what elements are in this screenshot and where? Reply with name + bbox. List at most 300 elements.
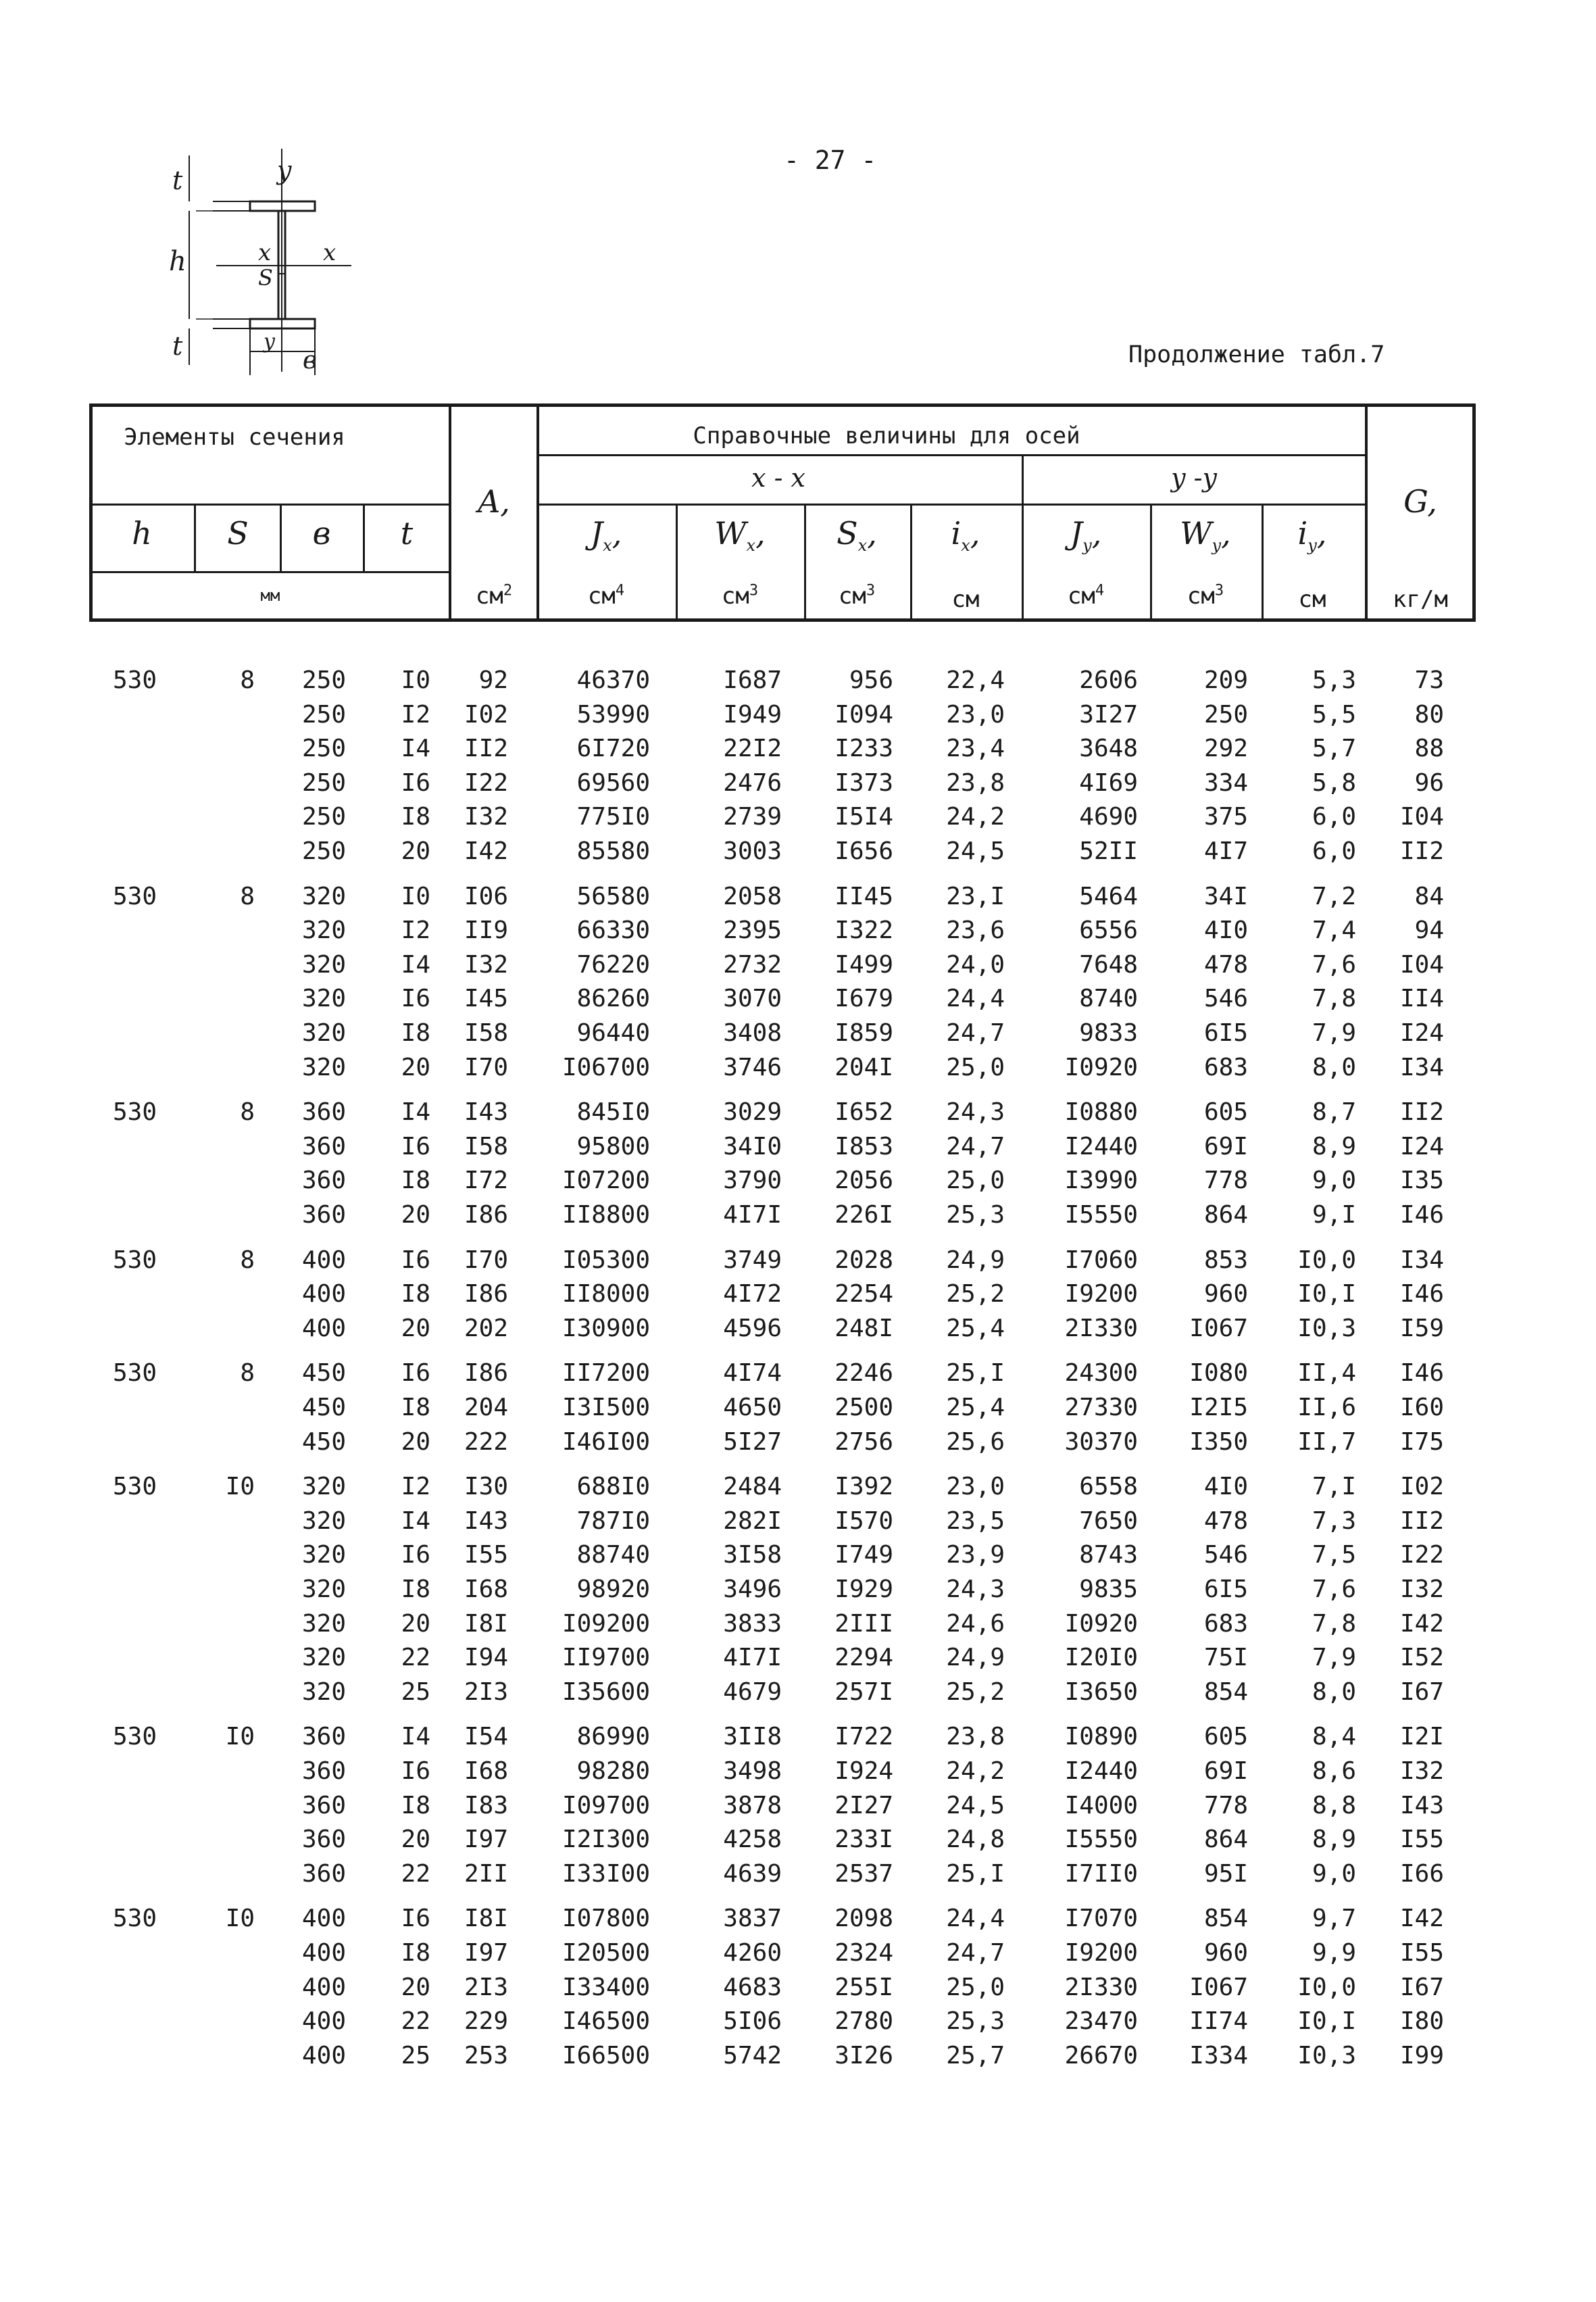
cell-wy: 605 [1203,1723,1248,1751]
cell-iy: 7,9 [1312,1644,1356,1672]
cell-iy: 7,5 [1312,1541,1356,1569]
cell-wx: 3029 [723,1098,782,1127]
cell-wx: 4683 [723,1973,782,2001]
cell-wx: I949 [723,700,782,729]
cell-wy: 6I5 [1203,1019,1248,1047]
cell-t: I8 [401,1167,430,1195]
cell-t: I6 [401,768,430,797]
cell-ix: 25,0 [946,1973,1005,2001]
diagram-label-b: в [303,347,317,374]
cell-iy: 9,7 [1312,1905,1356,1933]
cell-wx: 5I27 [723,1427,782,1456]
table-row [89,1823,1476,1857]
cell-jx: I09200 [562,1609,650,1638]
cell-jx: I30900 [562,1314,650,1342]
cell-area: 92 [478,666,508,694]
cell-sx: I499 [834,950,893,979]
i-beam-section-diagram [149,142,378,399]
cell-iy: 7,9 [1312,1019,1356,1047]
table-row [89,664,1476,697]
cell-ix: 23,0 [946,1473,1005,1501]
cell-area: I70 [464,1053,508,1081]
header-ix-unit: см [951,586,980,613]
cell-sx: 2294 [834,1644,893,1672]
cell-ix: 25,3 [946,2007,1005,2036]
cell-b: 250 [301,803,346,831]
cell-jx: I05300 [562,1246,650,1274]
cell-mass: I46 [1399,1280,1444,1308]
cell-iy: 8,0 [1312,1677,1356,1706]
cell-b: 360 [301,1201,346,1229]
cell-iy: 5,7 [1312,735,1356,763]
cell-jy: I7070 [1064,1905,1138,1933]
cell-wx: 3II8 [723,1723,782,1751]
cell-t: I6 [401,985,430,1013]
cell-iy: II,6 [1297,1394,1356,1421]
cell-area: I32 [464,803,508,831]
cell-mass: 94 [1414,916,1444,945]
cell-wy: I080 [1189,1359,1248,1388]
cell-wy: I067 [1189,1973,1248,2001]
cell-s: 8 [240,1098,255,1127]
cell-wx: 34I0 [723,1132,782,1160]
cell-area: I45 [464,985,508,1013]
cell-b: 320 [301,882,346,910]
cell-t: I8 [401,1280,430,1308]
cell-wy: 854 [1203,1677,1248,1706]
cell-b: 400 [301,1973,346,2001]
cell-jy: I3650 [1064,1677,1138,1706]
cell-t: I0 [401,882,430,910]
cell-wx: 2395 [723,916,782,945]
cell-t: 22 [401,1859,430,1888]
cell-ix: 24,6 [946,1609,1005,1638]
cell-ix: 24,2 [946,803,1005,831]
cell-t: 20 [401,1053,430,1081]
cell-wx: 282I [723,1507,782,1535]
cell-jx: 86990 [576,1723,650,1751]
table-row [89,1902,1476,1936]
cell-b: 400 [301,1939,346,1967]
cell-wy: 546 [1203,1541,1248,1569]
cell-b: 320 [301,1644,346,1672]
cell-jy: I0920 [1064,1053,1138,1081]
cell-jx: 845I0 [576,1098,650,1127]
cell-ix: 24,2 [946,1757,1005,1785]
cell-iy: I0,I [1297,2007,1356,2036]
cell-jx: 76220 [576,950,650,979]
cell-b: 250 [301,837,346,865]
cell-wy: 292 [1203,735,1248,763]
cell-iy: 8,4 [1312,1723,1356,1751]
cell-jx: I07800 [562,1905,650,1933]
cell-ix: 24,9 [946,1246,1005,1274]
cell-wy: 960 [1203,1939,1248,1967]
cell-area: 253 [464,2041,508,2070]
cell-area: I8I [464,1905,508,1933]
cell-b: 320 [301,1575,346,1603]
cell-t: I6 [401,1541,430,1569]
cell-ix: 24,5 [946,1791,1005,1819]
cell-area: I70 [464,1246,508,1274]
cell-sx: I924 [834,1757,893,1785]
cell-sx: I656 [834,837,893,865]
cell-t: 20 [401,1201,430,1229]
cell-mass: I2I [1399,1723,1444,1751]
cell-sx: II45 [834,882,893,910]
table-row [89,1641,1476,1675]
cell-jx: 56580 [576,882,650,910]
cell-iy: II,7 [1297,1427,1356,1456]
cell-sx: I722 [834,1723,893,1751]
cell-jy: 8740 [1079,985,1138,1013]
cell-h: 530 [112,882,157,910]
cell-t: I8 [401,1939,430,1967]
cell-wx: 3003 [723,837,782,865]
cell-mass: I34 [1399,1053,1444,1081]
page-number: - 27 - [784,145,877,175]
cell-t: I8 [401,1394,430,1421]
table-row [89,1277,1476,1311]
cell-ix: 23,8 [946,768,1005,797]
cell-jx: I35600 [562,1677,650,1706]
cell-b: 360 [301,1132,346,1160]
header-unit-mm: мм [260,586,280,605]
cell-ix: 25,2 [946,1280,1005,1308]
cell-area: 229 [464,2007,508,2036]
cell-b: 360 [301,1167,346,1195]
cell-h: 530 [112,1473,157,1501]
cell-jx: 787I0 [576,1507,650,1535]
cell-iy: 8,6 [1312,1757,1356,1785]
cell-jx: I46500 [562,2007,650,2036]
cell-jx: I33400 [562,1973,650,2001]
cell-iy: 9,0 [1312,1167,1356,1195]
cell-jx: 96440 [576,1019,650,1047]
cell-wy: 4I7 [1203,837,1248,865]
cell-iy: 8,8 [1312,1791,1356,1819]
cell-area: 204 [464,1394,508,1421]
cell-area: 202 [464,1314,508,1342]
table-row [89,835,1476,868]
cell-wx: 3746 [723,1053,782,1081]
cell-sx: 204I [834,1053,893,1081]
cell-ix: 24,8 [946,1826,1005,1854]
cell-jy: 26670 [1064,2041,1138,2070]
table-row [89,1538,1476,1572]
cell-mass: 96 [1414,768,1444,797]
cell-sx: 2780 [834,2007,893,2036]
cell-wx: 4679 [723,1677,782,1706]
cell-jy: 27330 [1064,1394,1138,1421]
cell-mass: 84 [1414,882,1444,910]
cell-ix: 24,7 [946,1939,1005,1967]
cell-jx: I3I500 [562,1394,650,1421]
table-row [89,1051,1476,1085]
cell-area: II9 [464,916,508,945]
cell-iy: 9,I [1312,1201,1356,1229]
cell-area: I43 [464,1098,508,1127]
cell-t: I4 [401,1723,430,1751]
header-area-unit: $см^2$ [475,582,513,610]
cell-sx: 2III [834,1609,893,1638]
cell-wy: 4I0 [1203,916,1248,945]
cell-wy: I067 [1189,1314,1248,1342]
cell-iy: 7,4 [1312,916,1356,945]
cell-iy: 6,0 [1312,837,1356,865]
cell-s: 8 [240,882,255,910]
cell-wx: 3408 [723,1019,782,1047]
cell-ix: 24,3 [946,1098,1005,1127]
cell-jx: 53990 [576,700,650,729]
cell-wx: 4I72 [723,1280,782,1308]
cell-t: I6 [401,1359,430,1388]
cell-wx: 22I2 [723,735,782,763]
cell-area: I06 [464,882,508,910]
cell-mass: II2 [1399,1098,1444,1127]
header-section-elements: Элементы сечения [124,424,345,451]
cell-ix: 24,7 [946,1132,1005,1160]
cell-ix: 24,4 [946,985,1005,1013]
cell-mass: I80 [1399,2007,1444,2036]
cell-iy: I0,3 [1297,1314,1356,1342]
table-row [89,2005,1476,2038]
cell-ix: 23,6 [946,916,1005,945]
cell-sx: 2254 [834,1280,893,1308]
header-t: t [400,515,414,552]
cell-t: I4 [401,1098,430,1127]
cell-jx: 95800 [576,1132,650,1160]
cell-s: 8 [240,1359,255,1388]
cell-t: I2 [401,1473,430,1501]
cell-b: 320 [301,1473,346,1501]
cell-wx: 3I58 [723,1541,782,1569]
cell-t: 20 [401,1427,430,1456]
cell-ix: 25,6 [946,1427,1005,1456]
cell-s: I0 [225,1905,255,1933]
cell-area: I8I [464,1609,508,1638]
table-row [89,880,1476,914]
cell-mass: I24 [1399,1019,1444,1047]
cell-jy: I3990 [1064,1167,1138,1195]
cell-area: I58 [464,1019,508,1047]
cell-b: 320 [301,1053,346,1081]
cell-t: 25 [401,2041,430,2070]
table-row [89,1198,1476,1232]
diagram-label-h: h [169,246,186,277]
cell-area: I58 [464,1132,508,1160]
cell-jx: 775I0 [576,803,650,831]
cell-mass: I35 [1399,1167,1444,1195]
cell-jy: I7II0 [1064,1859,1138,1888]
header-axis-y: y -y [1171,463,1217,493]
cell-wx: 3837 [723,1905,782,1933]
cell-t: I6 [401,1757,430,1785]
cell-jy: I5550 [1064,1826,1138,1854]
cell-jx: 98920 [576,1575,650,1603]
table-row [89,914,1476,948]
table-row [89,800,1476,834]
cell-jy: 23470 [1064,2007,1138,2036]
cell-jy: I0920 [1064,1609,1138,1638]
cell-mass: I55 [1399,1939,1444,1967]
cell-b: 360 [301,1757,346,1785]
cell-jx: 688I0 [576,1473,650,1501]
cell-wy: 478 [1203,950,1248,979]
cell-area: I30 [464,1473,508,1501]
cell-area: I68 [464,1757,508,1785]
cell-b: 320 [301,1677,346,1706]
diagram-label-t-top: t [172,166,183,195]
cell-area: I94 [464,1644,508,1672]
cell-sx: I570 [834,1507,893,1535]
cell-jx: I33I00 [562,1859,650,1888]
cell-jx: II8000 [562,1280,650,1308]
cell-sx: I652 [834,1098,893,1127]
header-wy: $W_y$, [1180,515,1231,556]
cell-jy: 30370 [1064,1427,1138,1456]
cell-mass: I67 [1399,1677,1444,1706]
header-reference-values: Справочные величины для осей [693,422,1080,449]
cell-b: 360 [301,1098,346,1127]
cell-jy: 2I330 [1064,1973,1138,2001]
cell-jy: I7060 [1064,1246,1138,1274]
cell-jx: II9700 [562,1644,650,1672]
cell-t: I4 [401,950,430,979]
cell-area: 2I3 [464,1973,508,2001]
cell-iy: 8,9 [1312,1132,1356,1160]
cell-sx: 3I26 [834,2041,893,2070]
cell-ix: 23,I [946,882,1005,910]
cell-mass: I32 [1399,1575,1444,1603]
table-row [89,1096,1476,1129]
cell-sx: 248I [834,1314,893,1342]
cell-t: I2 [401,700,430,729]
cell-jx: II8800 [562,1201,650,1229]
cell-wy: I350 [1189,1427,1248,1456]
cell-iy: 8,7 [1312,1098,1356,1127]
cell-ix: 24,7 [946,1019,1005,1047]
diagram-label-y-bottom: y [264,330,275,353]
cell-ix: 24,3 [946,1575,1005,1603]
cell-s: 8 [240,1246,255,1274]
header-b: в [312,515,331,552]
header-iy: $i_y$, [1297,515,1327,556]
cell-sx: 2537 [834,1859,893,1888]
cell-mass: 88 [1414,735,1444,763]
cell-ix: 25,3 [946,1201,1005,1229]
header-wx: $W_x$, [714,515,766,556]
cell-iy: 5,3 [1312,666,1356,694]
cell-ix: 22,4 [946,666,1005,694]
cell-sx: 2756 [834,1427,893,1456]
table-row [89,1504,1476,1538]
cell-wy: 546 [1203,985,1248,1013]
cell-wx: 4I7I [723,1201,782,1229]
cell-jx: I09700 [562,1791,650,1819]
cell-iy: 7,8 [1312,985,1356,1013]
cell-sx: 233I [834,1826,893,1854]
cell-t: 20 [401,1314,430,1342]
cell-t: I8 [401,1019,430,1047]
cell-b: 250 [301,768,346,797]
cell-mass: II4 [1399,985,1444,1013]
cell-b: 320 [301,1019,346,1047]
cell-wx: 3790 [723,1167,782,1195]
cell-area: I72 [464,1167,508,1195]
cell-jx: I07200 [562,1167,650,1195]
cell-wy: 683 [1203,1053,1248,1081]
cell-b: 400 [301,1280,346,1308]
cell-b: 250 [301,700,346,729]
cell-wy: 95I [1203,1859,1248,1888]
table-row [89,1573,1476,1607]
cell-jy: 9835 [1079,1575,1138,1603]
cell-iy: II,4 [1297,1359,1356,1388]
cell-jx: 46370 [576,666,650,694]
cell-jy: I20I0 [1064,1644,1138,1672]
cell-wx: 4I7I [723,1644,782,1672]
cell-ix: 23,4 [946,735,1005,763]
cell-jy: I5550 [1064,1201,1138,1229]
cell-jy: I2440 [1064,1132,1138,1160]
diagram-label-t-bottom: t [172,331,183,361]
table-row [89,732,1476,766]
cell-mass: I99 [1399,2041,1444,2070]
cell-wy: 778 [1203,1791,1248,1819]
cell-area: I43 [464,1507,508,1535]
cell-jx: 86260 [576,985,650,1013]
cell-t: 25 [401,1677,430,1706]
cell-b: 400 [301,2041,346,2070]
cell-mass: I75 [1399,1427,1444,1456]
cell-t: 22 [401,2007,430,2036]
diagram-label-x-left: x [258,239,272,266]
table-row [89,1607,1476,1641]
cell-sx: I853 [834,1132,893,1160]
cell-b: 320 [301,1507,346,1535]
cell-jx: I06700 [562,1053,650,1081]
cell-iy: I0,3 [1297,2041,1356,2070]
cell-mass: I42 [1399,1905,1444,1933]
table-row [89,1017,1476,1050]
cell-ix: 23,8 [946,1723,1005,1751]
cell-jx: I66500 [562,2041,650,2070]
cell-area: I86 [464,1359,508,1388]
header-wx-unit: $см^3$ [721,582,759,610]
cell-sx: I5I4 [834,803,893,831]
cell-mass: I24 [1399,1132,1444,1160]
cell-b: 360 [301,1791,346,1819]
table-row [89,1164,1476,1198]
cell-wx: 4260 [723,1939,782,1967]
header-wy-unit: $см^3$ [1187,582,1224,610]
cell-h: 530 [112,1723,157,1751]
header-mass-unit: кг/м [1393,586,1448,613]
cell-mass: II2 [1399,1507,1444,1535]
cell-s: 8 [240,666,255,694]
cell-sx: I373 [834,768,893,797]
table-row [89,766,1476,800]
table-row [89,2039,1476,2073]
cell-h: 530 [112,1359,157,1388]
cell-wy: 69I [1203,1757,1248,1785]
cell-iy: 7,6 [1312,950,1356,979]
cell-jy: 2606 [1079,666,1138,694]
table-caption: Продолжение табл.7 [1128,341,1385,368]
cell-area: I97 [464,1939,508,1967]
cell-ix: 25,I [946,1359,1005,1388]
